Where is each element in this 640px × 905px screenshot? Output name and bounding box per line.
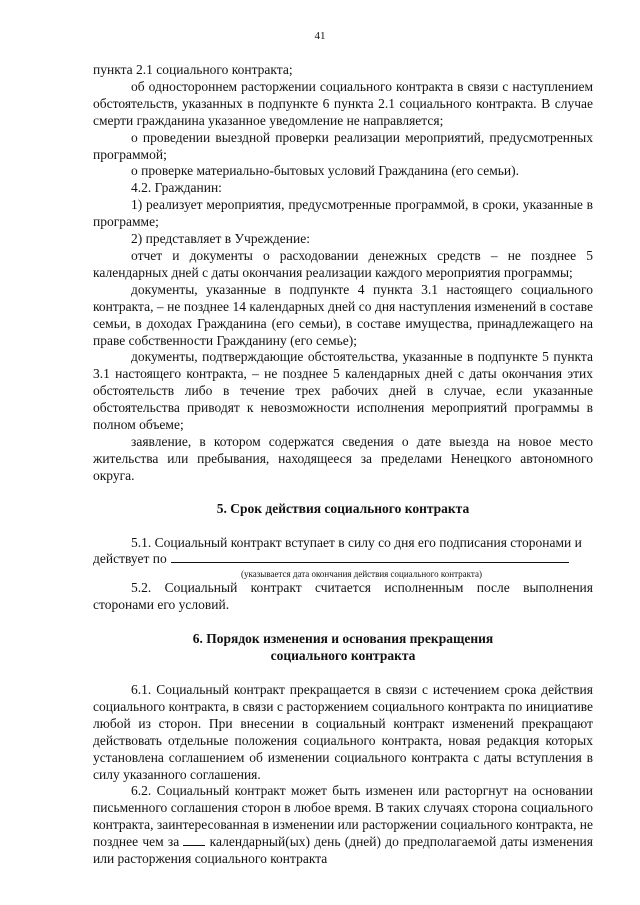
- paragraph: 6.1. Социальный контракт прекращается в связи с истечением срока действия социального контракта, в связи с расторжением социального контракта по инициативе любой из сторон. При внесении в социальный контракт изменений прекращают действовать отдельные положения социального контракта, новая редакция которых установлена соглашением об изменении социального контракта с даты вступления в силу указанного соглашения.: [93, 682, 593, 782]
- page-number: 41: [314, 30, 326, 42]
- section-5-heading: 5. Срок действия социального контракта: [216, 500, 470, 516]
- paragraph: отчет и документы о расходовании денежных средств – не позднее 5 календарных дней с даты окончания реализации каждого мероприятия программы;: [93, 247, 593, 280]
- date-blank-caption: (указывается дата окончания действия социального контракта): [241, 569, 482, 580]
- paragraph: документы, указанные в подпункте 4 пункта 3.1 настоящего социального контракта, – не позднее 14 календарных дней со дня наступления изменений в составе семьи, в доходах Гражданина (его семьи), в составе имущества, принадлежащего на праве собственности Гражданину (его семье);: [93, 281, 593, 348]
- paragraph: 1) реализует мероприятия, предусмотренные программой, в сроки, указанные в программе;: [93, 197, 593, 230]
- paragraph: о проведении выездной проверки реализации мероприятий, предусмотренных программой;: [93, 129, 593, 162]
- paragraph: пункта 2.1 социального контракта;: [93, 62, 293, 77]
- paragraph: 5.2. Социальный контракт считается исполненным после выполнения сторонами его условий.: [93, 580, 593, 613]
- paragraph: о проверке материально-бытовых условий Гражданина (его семьи).: [131, 163, 519, 179]
- section-6-heading-line-1: 6. Порядок изменения и основания прекращения: [192, 631, 494, 647]
- paragraph-5-1-text: 5.1. Социальный контракт вступает в силу со дня его подписания сторонами и действует по: [93, 534, 582, 567]
- paragraph: 2) представляет в Учреждение:: [131, 231, 310, 247]
- date-blank-line: [171, 552, 569, 563]
- paragraph: заявление, в котором содержатся сведения о дате выезда на новое место жительства или пребывания, находящееся за пределами Ненецкого автономного округа.: [93, 433, 593, 483]
- section-6-heading-line-2: социального контракта: [270, 648, 416, 664]
- days-blank-line: [183, 835, 205, 846]
- paragraph: документы, подтверждающие обстоятельства, указанные в подпункте 5 пункта 3.1 настоящего контракта, – не позднее 5 календарных дней с даты окончания этих обстоятельств либо в течение трех рабочих дней в случае, если указанные обстоятельства приводят к невозможности исполнения мероприятий программы в полном объеме;: [93, 349, 593, 433]
- paragraph-6-2-text-a: 6.2. Социальный контракт может быть изменен или расторгнут на основании письменного соглашения сторон в любое время. В таких случаях сторона социального контракта, заинтересованная в изменении или расторжении социального контракта, не позднее чем за: [93, 783, 593, 850]
- paragraph-5-1: [93, 535, 593, 569]
- paragraph-6-2-text-b: календарный(ых) день (дней) до предполагаемой даты изменения или расторжения социального контракта: [93, 834, 593, 867]
- paragraph: 4.2. Гражданин:: [131, 180, 222, 196]
- document-body: [93, 62, 593, 868]
- paragraph-6-2: [93, 783, 593, 868]
- paragraph: об одностороннем расторжении социального контракта в связи с наступлением обстоятельств, указанных в подпункте 6 пункта 2.1 социального контракта. В случае смерти гражданина указанное уведомление не направляется;: [93, 78, 593, 128]
